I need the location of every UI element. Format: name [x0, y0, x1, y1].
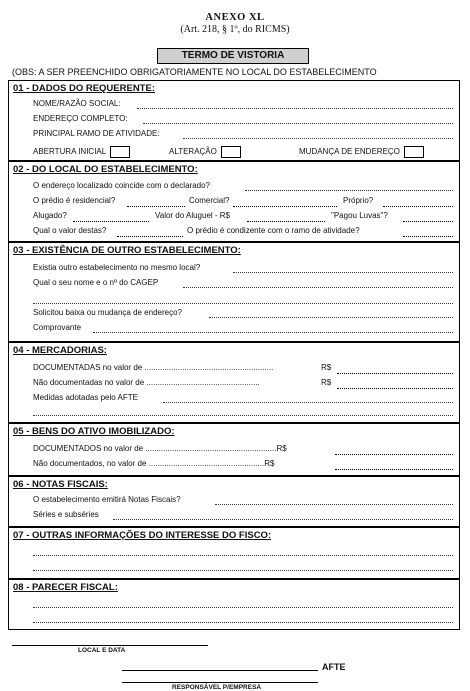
- info-line-2[interactable]: [33, 570, 453, 571]
- section-notas-fiscais: [8, 476, 460, 527]
- endereco-coincide-field[interactable]: O endereço localizado coincide com o declarado?: [33, 181, 453, 193]
- rs-label: R$: [321, 363, 332, 372]
- mercadorias-documentadas-label: DOCUMENTADAS no valor de ..........................................................: [33, 363, 274, 372]
- comercial-label: Comercial?: [189, 196, 230, 205]
- valor-luvas-field[interactable]: [117, 236, 183, 237]
- luvas-field[interactable]: [403, 221, 453, 222]
- valor-luvas-label: Qual o valor destas?: [33, 226, 107, 235]
- comercial-field[interactable]: [233, 206, 337, 207]
- residencial-label: O prédio é residencial?: [33, 196, 116, 205]
- condizente-field[interactable]: [403, 236, 453, 237]
- section-outras-informacoes: [8, 527, 460, 579]
- alteracao-option[interactable]: ALTERAÇÃO: [169, 146, 241, 158]
- aluguel-field[interactable]: [247, 221, 325, 222]
- section-title: 04 - MERCADORIAS:: [13, 345, 107, 356]
- info-line-1[interactable]: [33, 555, 453, 556]
- bens-nao-documentados-label: Não documentados, no valor de ....................................................R$: [33, 459, 275, 468]
- medidas-field[interactable]: Medidas adotadas pelo AFTE: [33, 393, 453, 405]
- mercadorias-nao-documentadas-label: Não documentadas no valor de ...................................................: [33, 378, 260, 387]
- section-title: 02 - DO LOCAL DO ESTABELECIMENTO:: [13, 164, 198, 175]
- alugado-label: Alugado?: [33, 211, 67, 220]
- section-mercadorias: [8, 342, 460, 423]
- section-bens-ativo: [8, 423, 460, 476]
- cagep-line-2[interactable]: [33, 303, 453, 304]
- section-parecer-fiscal: [8, 579, 460, 630]
- section-requerente: [8, 80, 460, 161]
- responsavel-caption: RESPONSÁVEL P/EMPRESA: [172, 684, 262, 691]
- bens-nao-documentados-field[interactable]: [335, 469, 453, 470]
- afte-label: AFTE: [322, 662, 346, 672]
- section-title: 05 - BENS DO ATIVO IMOBILIZADO:: [13, 426, 175, 437]
- afte-signature-line[interactable]: [122, 670, 318, 671]
- residencial-field[interactable]: [127, 206, 185, 207]
- parecer-line-1[interactable]: [33, 607, 453, 608]
- rs-label: R$: [321, 378, 332, 387]
- document-subtitle: (Art. 218, § 1º, do RICMS): [180, 24, 290, 35]
- medidas-line-2[interactable]: [33, 415, 453, 416]
- local-data-caption: LOCAL E DATA: [78, 647, 126, 654]
- notas-fiscais-field[interactable]: O estabelecimento emitirá Notas Fiscais?: [33, 495, 453, 507]
- section-title: 08 - PARECER FISCAL:: [13, 582, 118, 593]
- luvas-label: "Pagou Luvas"?: [331, 211, 388, 220]
- abertura-option[interactable]: ABERTURA INICIAL: [33, 146, 130, 158]
- comprovante-field[interactable]: Comprovante: [33, 323, 453, 335]
- condizente-label: O prédio é condizente com o ramo de atividade?: [187, 226, 360, 235]
- abertura-checkbox[interactable]: [110, 146, 130, 158]
- section-title: 01 - DADOS DO REQUERENTE:: [13, 83, 155, 94]
- local-data-line[interactable]: [12, 645, 208, 646]
- section-outro-estabelecimento: [8, 242, 460, 342]
- section-title: 06 - NOTAS FISCAIS:: [13, 479, 108, 490]
- section-title: 07 - OUTRAS INFORMAÇÕES DO INTERESSE DO FISCO:: [13, 530, 272, 541]
- obs-note: (OBS: A SER PREENCHIDO OBRIGATORIAMENTE NO LOCAL DO ESTABELECIMENTO: [12, 67, 377, 77]
- alteracao-checkbox[interactable]: [221, 146, 241, 158]
- mercadorias-nao-documentadas-field[interactable]: [337, 388, 453, 389]
- mudanca-option[interactable]: MUDANÇA DE ENDEREÇO: [299, 146, 424, 158]
- parecer-line-2[interactable]: [33, 622, 453, 623]
- form-title-box: TERMO DE VISTORIA: [157, 48, 309, 64]
- bens-documentados-field[interactable]: [335, 454, 453, 455]
- section-local: [8, 161, 460, 242]
- bens-documentados-label: DOCUMENTADOS no valor de ...........................................................R$: [33, 444, 287, 453]
- proprio-field[interactable]: [383, 206, 453, 207]
- mercadorias-documentadas-field[interactable]: [337, 373, 453, 374]
- section-title: 03 - EXISTÊNCIA DE OUTRO ESTABELECIMENTO:: [13, 245, 241, 256]
- cagep-field[interactable]: Qual o seu nome e o nº do CAGEP: [33, 278, 453, 290]
- alugado-field[interactable]: [73, 221, 149, 222]
- series-field[interactable]: Séries e subséries: [33, 510, 453, 522]
- responsavel-signature-line[interactable]: [122, 682, 318, 683]
- endereco-field[interactable]: ENDEREÇO COMPLETO:: [33, 114, 453, 126]
- ramo-atividade-field[interactable]: PRINCIPAL RAMO DE ATIVIDADE:: [33, 129, 453, 141]
- document-title: ANEXO XL: [205, 12, 265, 23]
- aluguel-label: Valor do Aluguel - R$: [155, 211, 231, 220]
- proprio-label: Próprio?: [343, 196, 374, 205]
- baixa-field[interactable]: Solicitou baixa ou mudança de endereço?: [33, 308, 453, 320]
- mudanca-checkbox[interactable]: [404, 146, 424, 158]
- outro-estab-field[interactable]: Existia outro estabelecimento no mesmo local?: [33, 263, 453, 275]
- nome-field[interactable]: NOME/RAZÃO SOCIAL:: [33, 99, 453, 111]
